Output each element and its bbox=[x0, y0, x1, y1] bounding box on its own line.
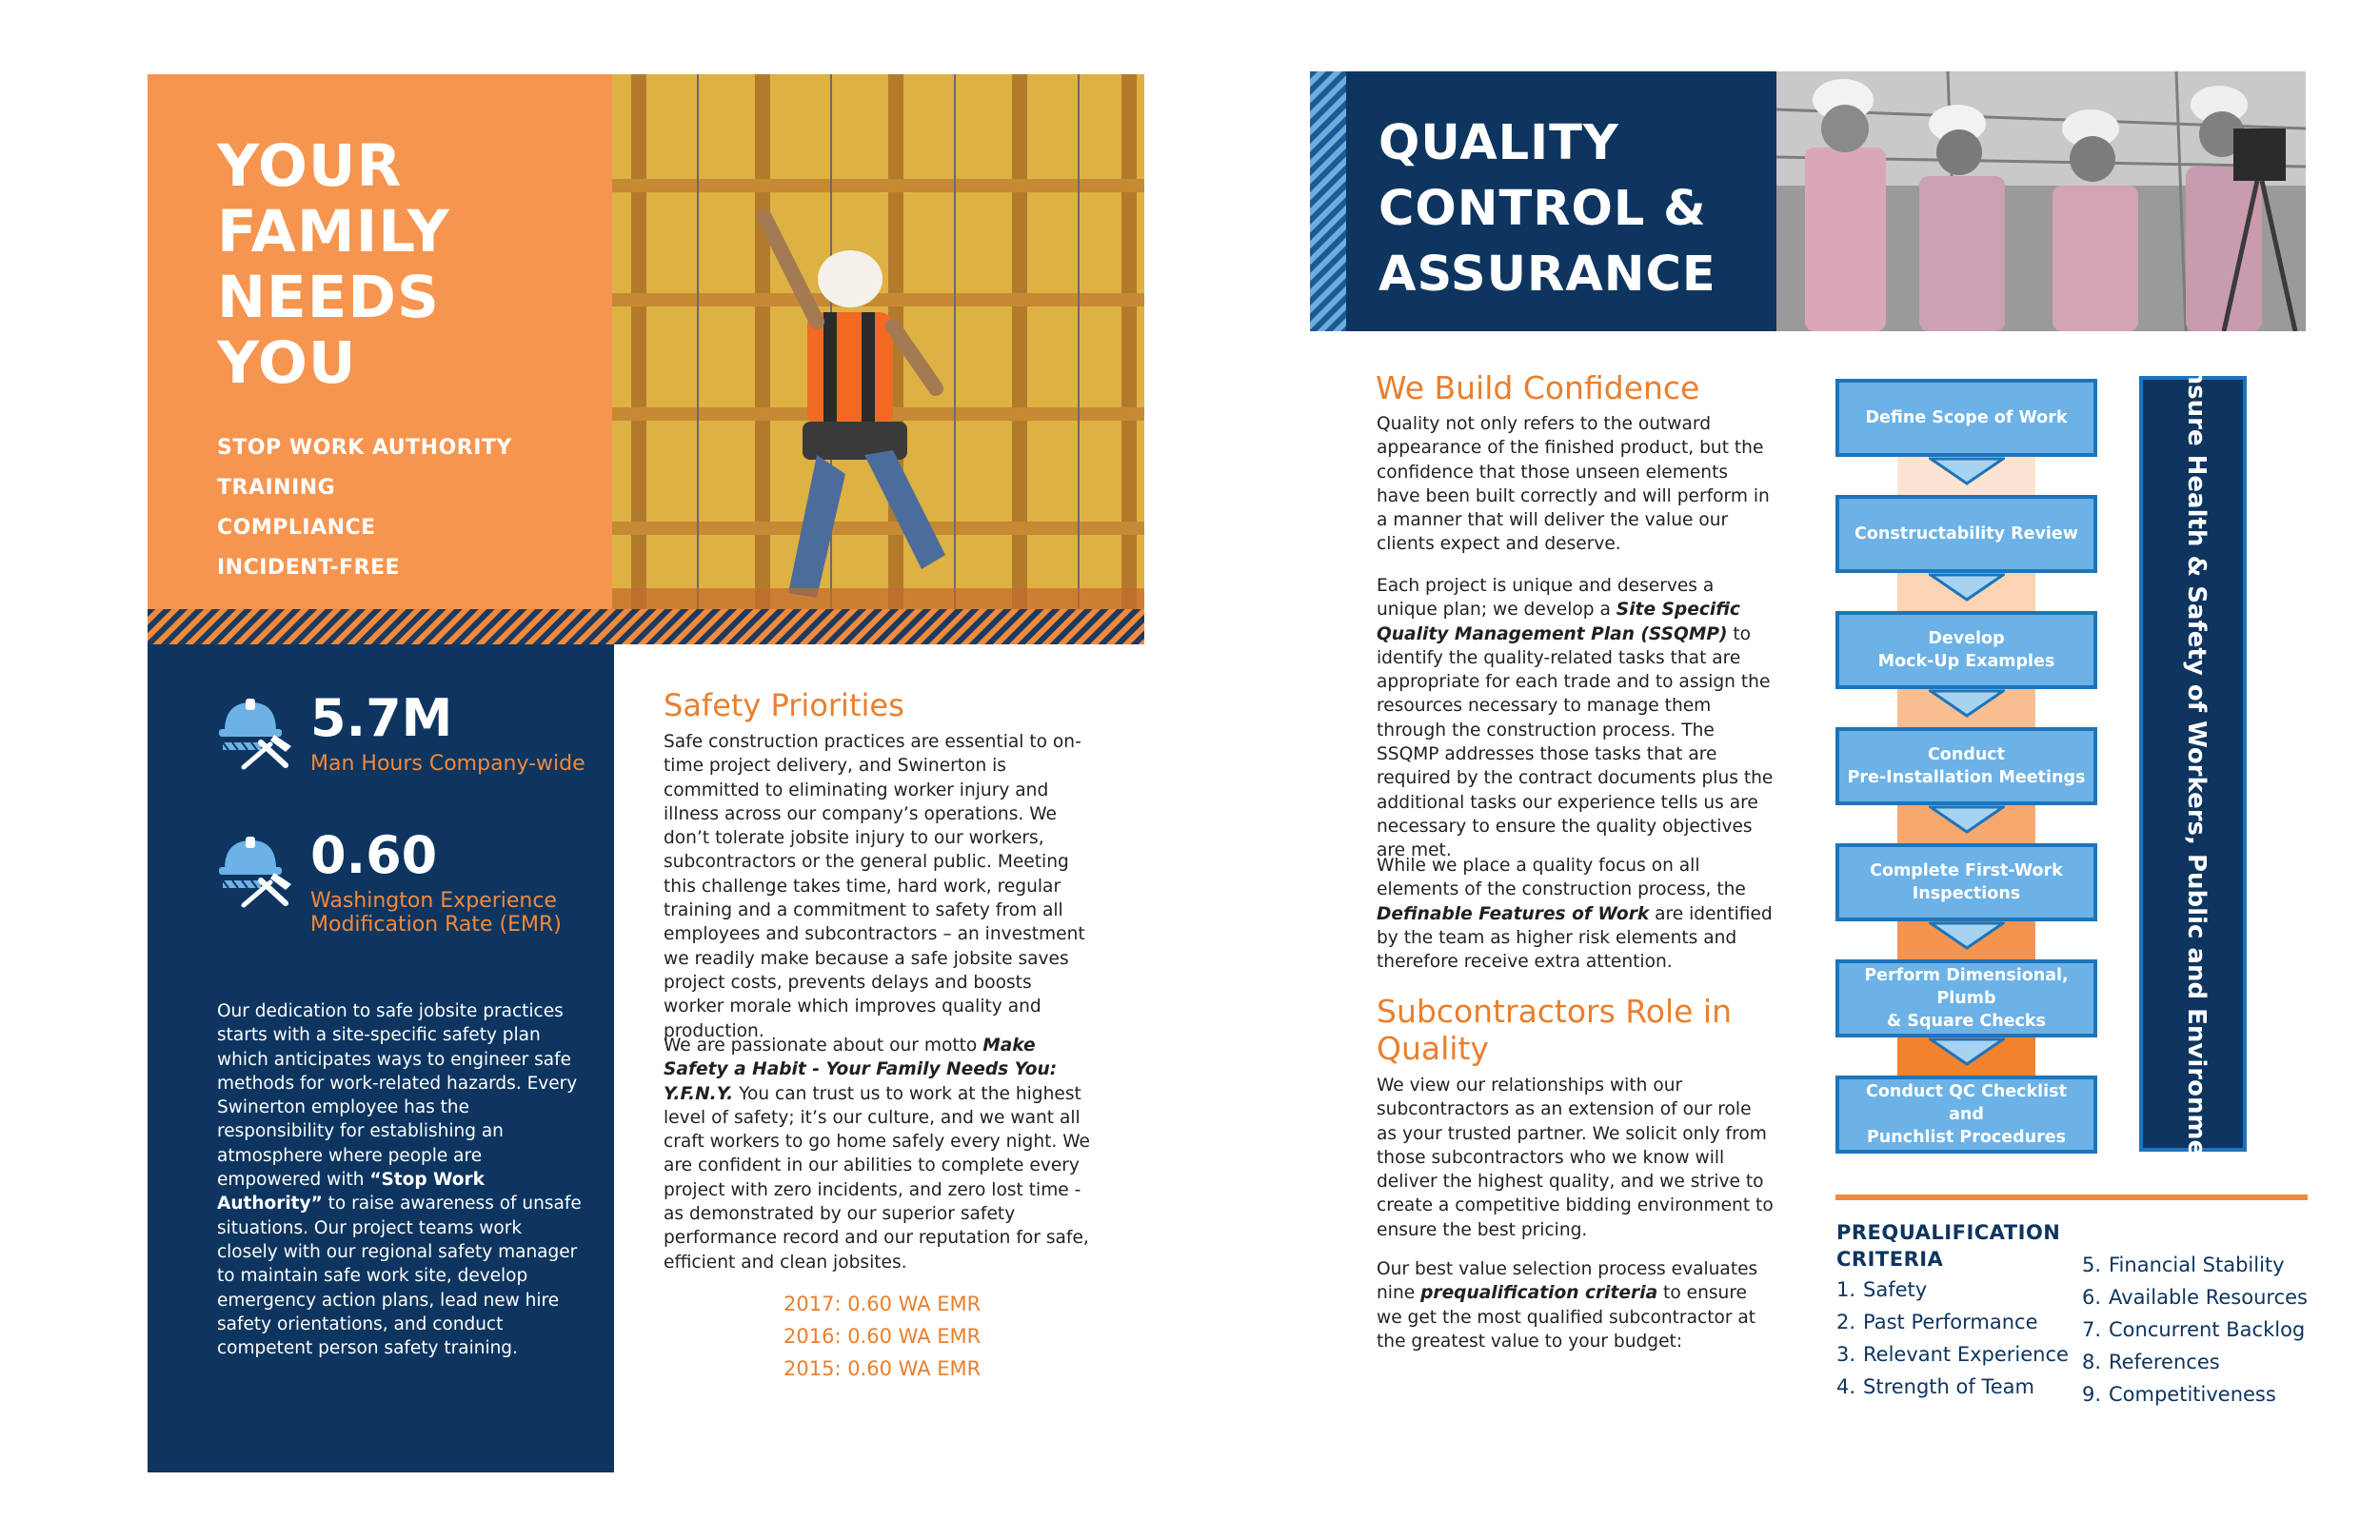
list-item: 9. Competitiveness bbox=[2082, 1383, 2276, 1406]
list-item: 2. Past Performance bbox=[1836, 1311, 2038, 1333]
qc-page-title bbox=[1378, 110, 1716, 307]
confidence-paragraph-1: Quality not only refers to the outward appearance of the finished product, but the confidence that those unseen elements have been built correctly and will perform in a manner that will deliver the value our clients expect and deserve. bbox=[1377, 414, 1770, 555]
flow-step-pre-installation bbox=[1835, 727, 2097, 805]
list-item: 7. Concurrent Backlog bbox=[2082, 1318, 2306, 1341]
subcontractors-paragraph-2 bbox=[1377, 1257, 1776, 1353]
inspectors-photo bbox=[1776, 71, 2306, 331]
list-item: 5. Financial Stability bbox=[2082, 1254, 2285, 1276]
safety-motto-paragraph bbox=[664, 1034, 1092, 1274]
stat-emr-value: 0.60 bbox=[310, 825, 438, 885]
flow-step-define-scope bbox=[1835, 379, 2097, 457]
title-line: YOU bbox=[217, 329, 357, 397]
safety-plan-paragraph bbox=[217, 999, 584, 1360]
tag-training: TRAINING bbox=[217, 476, 336, 500]
flow-step-constructability bbox=[1835, 495, 2097, 573]
list-item: 8. References bbox=[2082, 1351, 2220, 1373]
body-text: to raise awareness of unsafe situations. Our project teams work closely with our regional safety manager to maintain safe work site, develop emergency action plans, lead new hire safety orientations, and conduct competent person safety training. bbox=[217, 1194, 582, 1359]
tag-incident-free: INCIDENT-FREE bbox=[217, 556, 401, 580]
title-line: ASSURANCE bbox=[1378, 247, 1716, 303]
criteria-list-right bbox=[2082, 1249, 2308, 1411]
down-arrow-icon bbox=[1929, 1037, 2005, 1066]
subcontractors-role-heading: Subcontractors Role in Quality bbox=[1377, 993, 1732, 1067]
title-line: YOUR bbox=[217, 132, 403, 200]
banner-text: Ensure Health & Safety of Workers, Public and Environment bbox=[2182, 349, 2211, 1187]
down-arrow-icon bbox=[1929, 573, 2005, 602]
list-item: 4. Strength of Team bbox=[1836, 1375, 2034, 1398]
title-line: NEEDS bbox=[217, 264, 440, 331]
flow-step-qc-checklist bbox=[1835, 1076, 2097, 1154]
stat-man-hours-label: Man Hours Company-wide bbox=[310, 752, 585, 776]
stat-emr-label: Washington Experience Modification Rate (EMR) bbox=[310, 889, 562, 937]
emr-2017: 2017: 0.60 WA EMR bbox=[783, 1293, 982, 1315]
flow-step-dimensional-checks bbox=[1835, 959, 2097, 1037]
body-text: Each project is unique and deserves a unique plan; we develop a bbox=[1377, 576, 1715, 621]
body-bold-text: prequalification criteria bbox=[1420, 1283, 1658, 1304]
body-bold-text: Definable Features of Work bbox=[1377, 903, 1650, 924]
down-arrow-icon bbox=[1929, 689, 2005, 718]
emr-2016: 2016: 0.60 WA EMR bbox=[783, 1325, 982, 1348]
hardhat-hammer-icon bbox=[217, 831, 295, 909]
stat-man-hours-value: 5.7M bbox=[310, 688, 453, 748]
worker-on-formwork-photo bbox=[612, 74, 1144, 609]
body-text: are identified by the team as higher risk elements and therefore receive extra attention. bbox=[1377, 903, 1773, 973]
body-text: Our dedication to safe jobsite practices starts with a site-specific safety plan which anticipates ways to engineer safe methods for work-related hazards. Every Swinerton employee has the responsibility for establishing an atmosphere where people are empowered with bbox=[217, 1001, 578, 1191]
motto-text: Make Safety a Habit - Your Family Needs You: Y.F.N.Y. bbox=[664, 1036, 1058, 1104]
hatch-divider bbox=[148, 609, 1144, 644]
health-safety-banner bbox=[2139, 349, 2247, 1187]
down-arrow-icon bbox=[1929, 921, 2005, 950]
subcontractors-paragraph-1: We view our relationships with our subcontractors as an extension of our role as your trusted partner. We solicit only from those subcontractors who we know will deliver the highest quality, and we strive to create a competitive bidding environment to ensure the best pricing. bbox=[1377, 1076, 1774, 1240]
flow-step-label: Conduct Pre-Installation Meetings bbox=[1847, 745, 2086, 787]
body-text: Our best value selection process evaluates nine bbox=[1377, 1259, 1758, 1304]
page-title bbox=[217, 133, 598, 396]
emr-2015: 2015: 0.60 WA EMR bbox=[783, 1357, 982, 1380]
blue-hatch-stripe bbox=[1310, 71, 1346, 331]
flow-step-label: Develop Mock-Up Examples bbox=[1877, 629, 2055, 671]
title-line: CONTROL & bbox=[1378, 181, 1707, 237]
body-text: You can trust us to work at the highest level of safety; it’s our culture, and we want all craft workers to go home safely every night. We are confident in our abilities to complete every project with zero incidents, and zero lost time - as demonstrated by our superior safety performance record and our reputation for safe, efficient and clean jobsites. bbox=[664, 1083, 1090, 1273]
confidence-paragraph-2 bbox=[1377, 574, 1776, 863]
hardhat-hammer-icon bbox=[217, 693, 295, 771]
title-line: FAMILY bbox=[217, 198, 450, 266]
body-text: We are passionate about our motto bbox=[664, 1036, 983, 1056]
title-line: QUALITY bbox=[1378, 115, 1619, 171]
down-arrow-icon bbox=[1929, 805, 2005, 834]
flow-step-label: Define Scope of Work bbox=[1865, 408, 2068, 427]
safety-priorities-heading: Safety Priorities bbox=[664, 687, 904, 723]
body-bold-text: Site Specific Quality Management Plan (SSQMP) bbox=[1377, 600, 1740, 644]
flow-step-label: Complete First-Work Inspections bbox=[1870, 861, 2063, 903]
list-item: 1. Safety bbox=[1836, 1278, 1928, 1301]
list-item: 3. Relevant Experience bbox=[1836, 1343, 2069, 1366]
tag-stop-work-authority: STOP WORK AUTHORITY bbox=[217, 436, 512, 460]
confidence-paragraph-3 bbox=[1377, 854, 1776, 974]
flow-step-mock-up bbox=[1835, 611, 2097, 689]
safety-priorities-paragraph: Safe construction practices are essential to on-time project delivery, and Swinerton is committed to eliminating worker injury and illness across our company’s operations. We don’t tolerate jobsite injury to our workers, subcontractors or the general public. Meeting this challenge takes time, hard work, regular training and a commitment to safety from all employees and subcontractors – an investment we readily make because a safe jobsite saves project costs, prevents delays and boosts worker morale which improves quality and production. bbox=[664, 732, 1085, 1041]
we-build-confidence-heading: We Build Confidence bbox=[1376, 369, 1700, 406]
prequalification-title: PREQUALIFICATION CRITERIA bbox=[1836, 1221, 2061, 1271]
body-bold-text: “Stop Work Authority” bbox=[217, 1170, 485, 1214]
list-item: 6. Available Resources bbox=[2082, 1286, 2308, 1309]
down-arrow-icon bbox=[1929, 457, 2005, 485]
tag-compliance: COMPLIANCE bbox=[217, 516, 376, 540]
flow-step-label: Perform Dimensional, Plumb & Square Checks bbox=[1864, 966, 2069, 1031]
body-text: to ensure we get the most qualified subcontractor at the greatest value to your budget: bbox=[1377, 1283, 1756, 1352]
flow-step-first-work bbox=[1835, 843, 2097, 921]
orange-divider bbox=[1835, 1194, 2308, 1200]
flow-step-label: Conduct QC Checklist and Punchlist Procedures bbox=[1866, 1082, 2067, 1147]
criteria-list-left bbox=[1836, 1273, 2069, 1403]
flow-step-label: Constructability Review bbox=[1854, 524, 2078, 543]
body-text: to identify the quality-related tasks that are appropriate for each trade and to assign the resources necessary to manage them through the construction process. The SSQMP addresses those tasks that are required by the contract documents plus the additional tasks our experience tells us are necessary to ensure the quality objectives are met. bbox=[1377, 623, 1774, 861]
body-text: While we place a quality focus on all elements of the construction process, the bbox=[1377, 856, 1746, 900]
